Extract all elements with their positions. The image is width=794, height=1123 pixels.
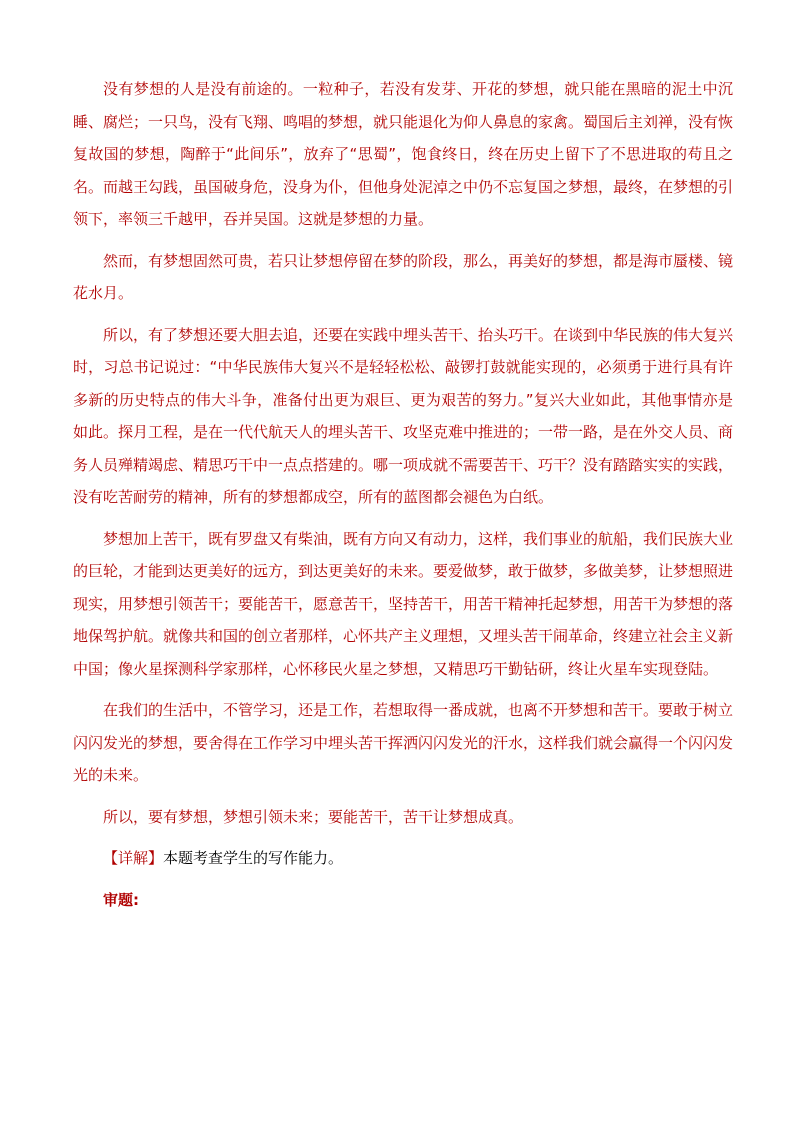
detail-text: 本题考查学生的写作能力。 [163,849,344,867]
review-heading: 审题: [103,890,139,909]
essay-paragraph-4: 梦想加上苦干，既有罗盘又有柴油，既有方向又有动力，这样，我们事业的航船，我们民族大业的巨轮，才能到达更美好的远方，到达更美好的未来。要爱做梦，敢于做梦，多做美梦，让梦想照进现实，用梦想引领苦干；要能苦干，愿意苦干，坚持苦干，用苦干精神托起梦想，用苦干为梦想的落地保驾护航。就像共和国的创立者那样，心怀共产主义理想，又埋头苦干闹革命，终建立社会主义新中国；像火星探测科学家那样，心怀移民火星之梦想，又精思巧干勤钻研，终让火星车实现登陆。 [73,529,734,678]
essay-paragraph-3: 所以，有了梦想还要大胆去追，还要在实践中埋头苦干、抬头巧干。在谈到中华民族的伟大复兴时，习总书记说过：“中华民族伟大复兴不是轻轻松松、敲锣打鼓就能实现的，必须勇于进行具有许多新的历史特点的伟大斗争，准备付出更为艰巨、更为艰苦的努力。”复兴大业如此，其他事情亦是如此。探月工程，是在一代代航天人的埋头苦干、攻坚克难中推进的；一带一路，是在外交人员、商务人员殚精竭虑、精思巧干中一点点搭建的。哪一项成就不需要苦干、巧干？没有踏踏实实的实践，没有吃苦耐劳的精神，所有的梦想都成空，所有的蓝图都会褪色为白纸。 [73,325,734,506]
essay-paragraph-2: 然而，有梦想固然可贵，若只让梦想停留在梦的阶段，那么，再美好的梦想，都是海市蜃楼、镜花水月。 [73,251,734,302]
document-page [73,73,733,916]
essay-paragraph-5: 在我们的生活中，不管学习，还是工作，若想取得一番成就，也离不开梦想和苦干。要敢于树立闪闪发光的梦想，要舍得在工作学习中埋头苦干挥洒闪闪发光的汗水，这样我们就会赢得一个闪闪发光的未来。 [73,701,734,784]
detail-tag: 【详解】 [103,849,164,867]
essay-paragraph-6: 所以，要有梦想，梦想引领未来；要能苦干，苦干让梦想成真。 [103,807,524,826]
detail-paragraph [73,842,733,875]
essay-paragraph-1: 没有梦想的人是没有前途的。一粒种子，若没有发芽、开花的梦想，就只能在黑暗的泥土中沉睡、腐烂；一只鸟，没有飞翔、鸣唱的梦想，就只能退化为仰人鼻息的家禽。蜀国后主刘禅，没有恢复故国的梦想，陶醉于“此间乐”，放弃了“思蜀”，饱食终日，终在历史上留下了不思进取的苟且之名。而越王勾践，虽国破身危，没身为仆，但他身处泥淖之中仍不忘复国之梦想，最终，在梦想的引领下，率领三千越甲，吞并吴国。这就是梦想的力量。 [73,80,734,228]
